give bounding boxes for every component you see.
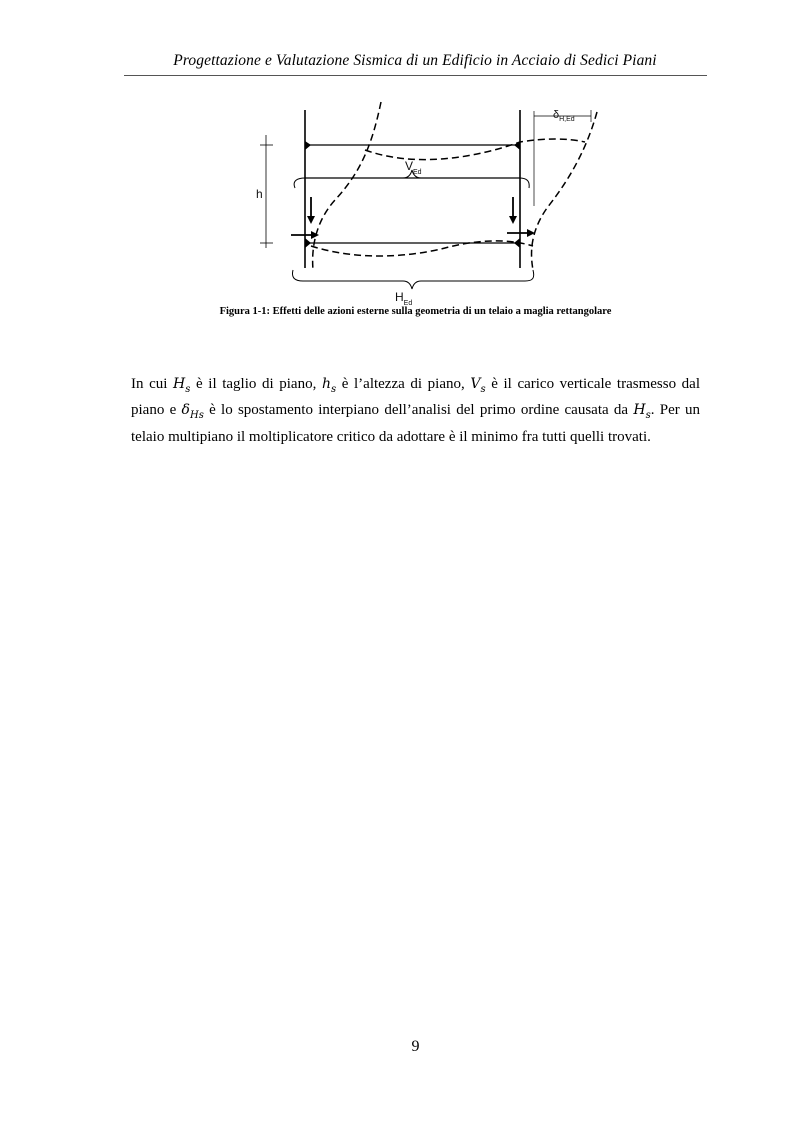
- horizontal-load-arrowhead: [527, 229, 535, 237]
- running-header: Progettazione e Valutazione Sismica di un Edificio in Acciaio di Sedici Piani: [173, 52, 657, 69]
- drift-label: $\delta_{H,Ed}$: [553, 109, 575, 123]
- vertical-load-label: $V_{Ed}$: [405, 159, 422, 176]
- deformed-right-column: [532, 112, 597, 270]
- joint-marker: [305, 141, 311, 150]
- frame-diagram: [245, 100, 615, 310]
- horizontal-load-arrowhead: [311, 231, 319, 239]
- body-paragraph: In cui $H_s$ è il taglio di piano, $h_s$ è l’altezza di piano, $V_s$ è il carico verticale trasmesso dal piano e $\delta_{Hs}$ è lo spostamento interpiano dell’analisi del primo ordine causata da $H_s$. Per un telaio multipiano il moltiplicatore critico da adottare è il minimo fra tutti quelli trovati.: [131, 376, 701, 445]
- math-delta-Hs: $\delta_{Hs}$: [181, 402, 204, 422]
- deformed-top-beam: [365, 139, 585, 160]
- header-rule: [124, 75, 707, 76]
- page-number: 9: [411, 1038, 420, 1055]
- math-Hs-2: $H_s$: [633, 402, 651, 422]
- horizontal-load-brace: [292, 270, 533, 289]
- vertical-load-arrowhead: [509, 216, 517, 224]
- math-Vs: $V_s$: [470, 376, 486, 395]
- height-label: h: [256, 187, 263, 201]
- math-hs: $h_s$: [321, 376, 337, 395]
- math-Hs: $H_s$: [173, 376, 191, 395]
- joint-marker: [305, 238, 311, 248]
- deformed-left-column: [313, 102, 381, 270]
- horizontal-load-label: $H_{Ed}$: [395, 290, 413, 307]
- figure-caption: Figura 1-1: Effetti delle azioni esterne sulla geometria di un telaio a maglia rettangolare: [219, 306, 612, 317]
- vertical-load-arrowhead: [307, 216, 315, 224]
- frame-figure: [245, 100, 615, 310]
